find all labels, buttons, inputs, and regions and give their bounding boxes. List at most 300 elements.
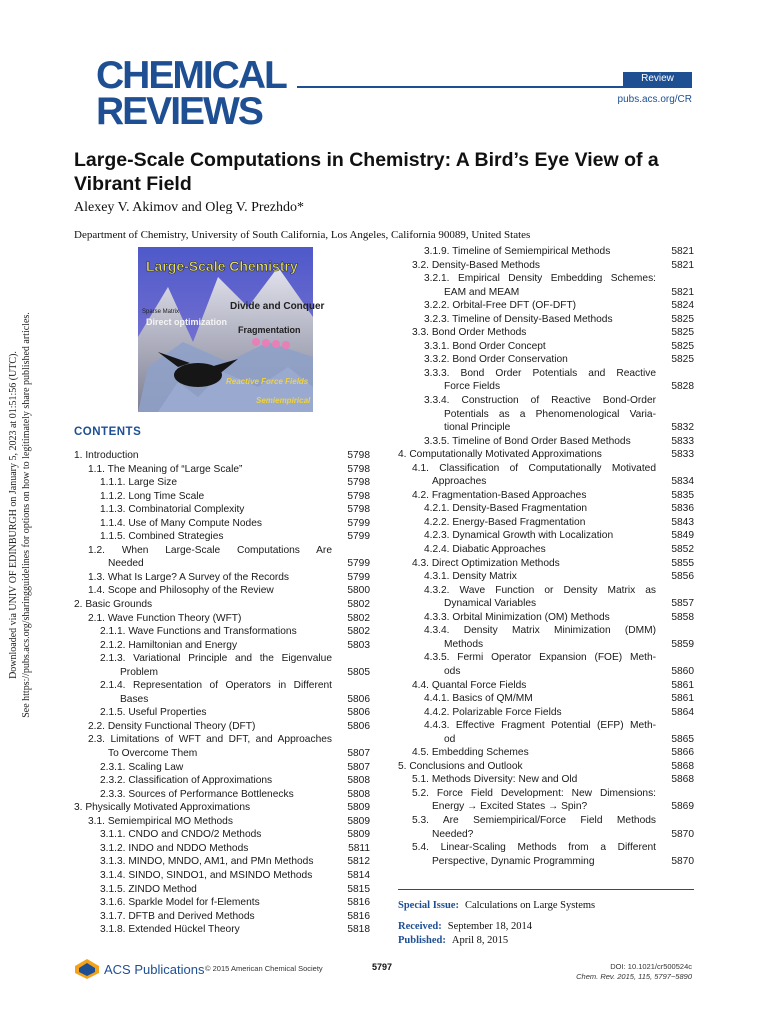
download-stamp-line2: See https://pubs.acs.org/sharingguidelines for options on how to legitimately share published articles. bbox=[21, 312, 32, 718]
toc-entry-page: 5865 bbox=[671, 733, 694, 745]
toc-entry-page: 5806 bbox=[347, 720, 370, 732]
toc-entry-page: 5824 bbox=[671, 300, 694, 312]
toc-entry-title bbox=[74, 801, 342, 815]
toc-entry-continuation: Force Fields bbox=[444, 381, 501, 393]
toc-entry[interactable] bbox=[74, 910, 370, 924]
toc-entry[interactable] bbox=[74, 449, 370, 463]
toc-entry-page: 5828 bbox=[671, 381, 694, 393]
toc-entry-text: 4.5. Embedding Schemes bbox=[412, 747, 529, 759]
toc-entry-page: 5811 bbox=[348, 842, 370, 854]
toc-entry-text: 3.1.6. Sparkle Model for f-Elements bbox=[100, 897, 260, 909]
masthead-rule bbox=[297, 86, 692, 88]
toc-entry-page: 5821 bbox=[671, 286, 694, 298]
toc-entry-title bbox=[100, 869, 342, 883]
toc-entry[interactable] bbox=[74, 720, 370, 734]
toc-entry-text: 3.2. Density-Based Methods bbox=[412, 259, 540, 271]
toc-entry-page: 5812 bbox=[347, 856, 370, 868]
special-issue-line bbox=[398, 900, 595, 911]
toc-entry-title bbox=[74, 449, 342, 463]
toc-right-column bbox=[398, 245, 694, 868]
toc-entry-page: 5849 bbox=[671, 530, 694, 542]
doi-block bbox=[540, 962, 692, 982]
toc-entry-text: 1.1.4. Use of Many Compute Nodes bbox=[100, 517, 262, 529]
toc-entry[interactable] bbox=[74, 828, 370, 842]
toc-entry-text: 4.4.1. Basics of QM/MM bbox=[424, 693, 533, 705]
toc-entry-page: 5799 bbox=[347, 558, 370, 570]
toc-entry-title bbox=[424, 543, 666, 557]
toc-entry-page: 5798 bbox=[347, 504, 370, 516]
toc-entry-text: 2.1.3. Variational Principle and the Eigenvalue bbox=[100, 653, 332, 665]
toc-entry[interactable] bbox=[398, 679, 694, 693]
toc-entry[interactable] bbox=[74, 584, 370, 598]
citation-text bbox=[540, 972, 692, 982]
toc-entry-text: 1.1.1. Large Size bbox=[100, 477, 178, 489]
toc-entry-text: 4.3.2. Wave Function or Density Matrix as bbox=[424, 584, 656, 596]
doi-text: DOI: 10.1021/cr500524c bbox=[610, 962, 692, 971]
toc-entry-text: 2.3.2. Classification of Approximations bbox=[100, 775, 273, 787]
toc-entry-page: 5856 bbox=[671, 571, 694, 583]
toc-entry-title bbox=[100, 883, 342, 897]
toc-entry-text: 4.1. Classification of Computationally Motivated bbox=[412, 462, 656, 474]
cover-label-semiempirical: Semiempirical bbox=[256, 396, 311, 405]
toc-entry-text: 4.2.4. Diabatic Approaches bbox=[424, 544, 546, 556]
toc-entry[interactable] bbox=[398, 502, 694, 516]
toc-entry-page: 5868 bbox=[671, 774, 694, 786]
toc-entry-text: 2.3.1. Scaling Law bbox=[100, 761, 184, 773]
toc-entry-page: 5832 bbox=[671, 422, 694, 434]
toc-entry[interactable] bbox=[398, 611, 694, 625]
toc-entry[interactable] bbox=[74, 761, 370, 775]
toc-entry-title bbox=[100, 625, 342, 639]
toc-entry-page: 5852 bbox=[671, 544, 694, 556]
toc-entry[interactable] bbox=[398, 529, 694, 543]
toc-entry-text: 1.1.5. Combined Strategies bbox=[100, 531, 224, 543]
published-label: Published: bbox=[398, 935, 446, 946]
toc-entry-page: 5843 bbox=[671, 516, 694, 528]
toc-entry-text: 3.2.1. Empirical Density Embedding Schemes: bbox=[424, 273, 656, 285]
toc-entry-text: 3.3.2. Bond Order Conservation bbox=[424, 354, 568, 366]
citation-value: Chem. Rev. 2015, 115, 5797−5890 bbox=[576, 972, 692, 981]
toc-entry[interactable] bbox=[398, 557, 694, 571]
toc-entry-text: 3.3.3. Bond Order Potentials and Reactive bbox=[424, 367, 656, 379]
toc-entry-text: 3. Physically Motivated Approximations bbox=[74, 802, 251, 814]
toc-entry-page: 5868 bbox=[671, 760, 694, 772]
table-of-contents-graphic bbox=[138, 247, 325, 412]
toc-entry-page: 5806 bbox=[347, 693, 370, 705]
toc-entry[interactable] bbox=[398, 489, 694, 503]
toc-entry-continuation: od bbox=[444, 733, 456, 745]
toc-entry[interactable] bbox=[74, 733, 370, 760]
acs-hexagon-icon bbox=[74, 958, 100, 980]
toc-entry[interactable] bbox=[398, 299, 694, 313]
toc-entry[interactable] bbox=[398, 259, 694, 273]
toc-entry-title bbox=[88, 720, 342, 734]
toc-entry[interactable] bbox=[74, 639, 370, 653]
toc-entry-title bbox=[100, 652, 342, 679]
toc-entry-title bbox=[424, 719, 666, 746]
toc-entry-text: 3.3.1. Bond Order Concept bbox=[424, 340, 546, 352]
toc-entry-text: 3.3. Bond Order Methods bbox=[412, 327, 527, 339]
toc-left-column bbox=[74, 449, 370, 937]
article-affiliation: Department of Chemistry, University of South California, Los Angeles, California 90089, United States bbox=[74, 229, 531, 241]
download-stamp-line1: Downloaded via UNIV OF EDINBURGH on January 5, 2023 at 01:51:56 (UTC). bbox=[8, 351, 19, 679]
toc-entry-page: 5798 bbox=[347, 450, 370, 461]
toc-entry-page: 5833 bbox=[671, 449, 694, 461]
toc-entry-title bbox=[100, 530, 342, 544]
toc-entry-title bbox=[88, 544, 342, 571]
toc-entry-page: 5809 bbox=[347, 815, 370, 827]
toc-entry[interactable] bbox=[398, 326, 694, 340]
toc-entry-page: 5802 bbox=[347, 626, 370, 638]
toc-entry-text: 5.1. Methods Diversity: New and Old bbox=[412, 774, 578, 786]
toc-entry-page: 5800 bbox=[347, 585, 370, 597]
toc-entry-text: 3.2.3. Timeline of Density-Based Methods bbox=[424, 313, 613, 325]
toc-entry-text: 2.3.3. Sources of Performance Bottlenecks bbox=[100, 788, 294, 800]
toc-entry-text: 2.1.4. Representation of Operators in Different bbox=[100, 680, 332, 692]
toc-entry-text: 3.1.3. MINDO, MNDO, AM1, and PMn Methods bbox=[100, 856, 314, 868]
toc-entry-page: 5807 bbox=[347, 761, 370, 773]
toc-entry[interactable] bbox=[74, 815, 370, 829]
toc-entry-text: 2.1.2. Hamiltonian and Energy bbox=[100, 639, 238, 651]
toc-entry-title bbox=[412, 489, 666, 503]
toc-entry-title bbox=[424, 584, 666, 611]
toc-entry-text: 3.3.5. Timeline of Bond Order Based Methods bbox=[424, 435, 631, 447]
toc-entry-continuation: Approaches bbox=[432, 476, 487, 488]
toc-entry[interactable] bbox=[398, 760, 694, 774]
special-issue-label: Special Issue: bbox=[398, 900, 459, 911]
toc-entry-page: 5814 bbox=[347, 869, 370, 881]
toc-entry-page: 5835 bbox=[671, 489, 694, 501]
cover-art-svg bbox=[138, 247, 325, 412]
toc-entry-title bbox=[100, 517, 342, 531]
toc-entry-text: 3.2.2. Orbital-Free DFT (OF-DFT) bbox=[424, 300, 577, 312]
contents-heading: CONTENTS bbox=[74, 426, 142, 438]
toc-entry-title bbox=[100, 923, 342, 937]
toc-entry-title bbox=[100, 706, 342, 720]
toc-entry-text: 5.4. Linear-Scaling Methods from a Different bbox=[412, 842, 656, 854]
toc-entry-text: 3.1.8. Extended Hückel Theory bbox=[100, 924, 240, 936]
toc-entry-text: 1.1. The Meaning of “Large Scale” bbox=[88, 463, 243, 475]
toc-entry-title bbox=[100, 855, 342, 869]
toc-entry[interactable] bbox=[398, 367, 694, 394]
acs-publications-text: ACS Publications bbox=[104, 961, 205, 977]
toc-entry[interactable] bbox=[74, 855, 370, 869]
toc-entry-text: 3.1.5. ZINDO Method bbox=[100, 883, 197, 895]
toc-entry[interactable] bbox=[74, 842, 370, 856]
toc-entry[interactable] bbox=[398, 570, 694, 584]
toc-entry-continuation: Problem bbox=[120, 666, 158, 678]
toc-entry[interactable] bbox=[398, 245, 694, 259]
toc-entry-page: 5802 bbox=[347, 599, 370, 611]
toc-entry-page: 5802 bbox=[347, 612, 370, 624]
toc-entry-continuation: Needed bbox=[108, 558, 144, 570]
toc-entry-title bbox=[398, 760, 666, 774]
toc-entry[interactable] bbox=[74, 463, 370, 477]
toc-entry-page: 5798 bbox=[347, 490, 370, 502]
toc-entry-title bbox=[100, 828, 342, 842]
toc-entry-page: 5859 bbox=[671, 638, 694, 650]
toc-entry-title bbox=[100, 761, 342, 775]
toc-entry[interactable] bbox=[74, 774, 370, 788]
toc-entry-title bbox=[424, 353, 666, 367]
toc-entry-text: 3.1.7. DFTB and Derived Methods bbox=[100, 910, 255, 922]
acs-publications-logo bbox=[74, 958, 204, 980]
toc-entry[interactable] bbox=[398, 543, 694, 557]
toc-entry-page: 5798 bbox=[347, 463, 370, 475]
journal-url-link[interactable]: pubs.acs.org/CR bbox=[617, 94, 692, 105]
toc-entry-text: 4.2.1. Density-Based Fragmentation bbox=[424, 503, 588, 515]
toc-entry-text: 2.2. Density Functional Theory (DFT) bbox=[88, 720, 256, 732]
toc-entry[interactable] bbox=[74, 625, 370, 639]
metadata-rule bbox=[398, 889, 694, 890]
published-line bbox=[398, 935, 508, 946]
toc-entry-text: 4.2.2. Energy-Based Fragmentation bbox=[424, 516, 586, 528]
toc-entry[interactable] bbox=[398, 624, 694, 651]
toc-entry[interactable] bbox=[74, 490, 370, 504]
toc-entry-title bbox=[424, 516, 666, 530]
received-label: Received: bbox=[398, 921, 442, 932]
download-stamp bbox=[7, 165, 33, 865]
toc-entry-continuation: Perspective, Dynamic Programming bbox=[432, 855, 595, 867]
toc-entry-page: 5805 bbox=[347, 666, 370, 678]
toc-entry[interactable] bbox=[398, 394, 694, 435]
toc-entry-text: 2. Basic Grounds bbox=[74, 599, 153, 611]
toc-entry-title bbox=[100, 490, 342, 504]
toc-entry-title bbox=[424, 570, 666, 584]
toc-entry-title bbox=[424, 624, 666, 651]
toc-entry-page: 5825 bbox=[671, 354, 694, 366]
toc-entry-title bbox=[100, 503, 342, 517]
toc-entry[interactable] bbox=[398, 746, 694, 760]
toc-entry-title bbox=[424, 435, 666, 449]
toc-entry-page: 5806 bbox=[347, 707, 370, 719]
toc-entry-title bbox=[424, 367, 666, 394]
toc-entry-page: 5798 bbox=[347, 477, 370, 489]
toc-entry[interactable] bbox=[398, 719, 694, 746]
toc-entry[interactable] bbox=[74, 612, 370, 626]
toc-entry-page: 5809 bbox=[347, 829, 370, 841]
toc-entry-page: 5799 bbox=[347, 531, 370, 543]
toc-entry-title bbox=[100, 910, 342, 924]
toc-entry-page: 5803 bbox=[347, 639, 370, 651]
toc-entry-continuation: Energy → Excited States → Spin? bbox=[432, 801, 588, 813]
toc-entry[interactable] bbox=[398, 272, 694, 299]
toc-entry-continuation: EAM and MEAM bbox=[444, 286, 520, 298]
toc-entry-title bbox=[412, 746, 666, 760]
toc-entry-text: 3.1.9. Timeline of Semiempirical Methods bbox=[424, 246, 611, 257]
toc-entry-page: 5799 bbox=[347, 517, 370, 529]
toc-entry-title bbox=[424, 651, 666, 678]
toc-entry[interactable] bbox=[398, 584, 694, 611]
toc-entry-title bbox=[100, 679, 342, 706]
toc-entry-continuation: Dynamical Variables bbox=[444, 598, 537, 610]
toc-entry-text: 1. Introduction bbox=[74, 450, 139, 461]
toc-entry-text: 4.2.3. Dynamical Growth with Localization bbox=[424, 530, 614, 542]
cover-title: Large-Scale Chemistry bbox=[146, 258, 298, 274]
toc-entry-title bbox=[424, 394, 666, 435]
toc-entry-title bbox=[424, 299, 666, 313]
toc-entry-title bbox=[424, 502, 666, 516]
toc-entry[interactable] bbox=[398, 814, 694, 841]
toc-entry-text: 1.1.3. Combinatorial Complexity bbox=[100, 504, 245, 516]
toc-entry-page: 5864 bbox=[671, 706, 694, 718]
toc-entry-text: 1.3. What Is Large? A Survey of the Records bbox=[88, 571, 290, 583]
toc-entry-text: 4.3. Direct Optimization Methods bbox=[412, 557, 560, 569]
toc-entry-title bbox=[412, 462, 666, 489]
toc-entry-page: 5834 bbox=[671, 476, 694, 488]
published-value: April 8, 2015 bbox=[451, 935, 509, 946]
toc-entry-continuation: Potentials as a Phenomenological Varia- bbox=[444, 408, 656, 420]
toc-entry-text: 5. Conclusions and Outlook bbox=[398, 760, 523, 772]
toc-entry[interactable] bbox=[74, 706, 370, 720]
journal-logo-line2: REVIEWS bbox=[96, 90, 262, 133]
article-authors: Alexey V. Akimov and Oleg V. Prezhdo* bbox=[74, 200, 304, 215]
toc-entry[interactable] bbox=[398, 448, 694, 462]
toc-entry[interactable] bbox=[74, 923, 370, 937]
toc-entry-continuation: Bases bbox=[120, 693, 149, 705]
toc-entry-text: 4.3.3. Orbital Minimization (OM) Methods bbox=[424, 611, 610, 623]
toc-entry[interactable] bbox=[398, 516, 694, 530]
toc-entry-title bbox=[88, 463, 342, 477]
toc-entry[interactable] bbox=[74, 530, 370, 544]
toc-entry-page: 5870 bbox=[671, 828, 694, 840]
toc-entry[interactable] bbox=[398, 313, 694, 327]
toc-entry-title bbox=[424, 272, 666, 299]
cover-label-fragmentation: Fragmentation bbox=[238, 325, 301, 335]
toc-entry[interactable] bbox=[398, 706, 694, 720]
toc-entry-title bbox=[412, 679, 666, 693]
toc-entry-text: 3.1. Semiempirical MO Methods bbox=[88, 815, 233, 827]
toc-entry-title bbox=[424, 706, 666, 720]
toc-entry-page: 5860 bbox=[671, 665, 694, 677]
toc-entry-title bbox=[424, 340, 666, 354]
toc-entry[interactable] bbox=[398, 340, 694, 354]
toc-entry-page: 5836 bbox=[671, 503, 694, 515]
toc-entry[interactable] bbox=[398, 353, 694, 367]
toc-entry-title bbox=[424, 313, 666, 327]
toc-entry-text: 3.1.1. CNDO and CNDO/2 Methods bbox=[100, 829, 262, 841]
toc-entry-page: 5866 bbox=[671, 747, 694, 759]
toc-entry-page: 5861 bbox=[671, 679, 694, 691]
toc-entry[interactable] bbox=[74, 571, 370, 585]
toc-entry[interactable] bbox=[74, 544, 370, 571]
toc-entry-title bbox=[412, 557, 666, 571]
toc-entry-title bbox=[100, 774, 342, 788]
toc-entry[interactable] bbox=[74, 476, 370, 490]
toc-entry[interactable] bbox=[74, 679, 370, 706]
received-value: September 18, 2014 bbox=[447, 921, 533, 932]
toc-entry[interactable] bbox=[74, 788, 370, 802]
toc-entry-continuation: Needed? bbox=[432, 828, 474, 840]
toc-entry[interactable] bbox=[74, 652, 370, 679]
toc-entry-page: 5818 bbox=[347, 924, 370, 936]
toc-entry[interactable] bbox=[74, 883, 370, 897]
toc-entry-title bbox=[100, 788, 342, 802]
toc-entry-text: 2.1. Wave Function Theory (WFT) bbox=[88, 612, 242, 624]
toc-entry[interactable] bbox=[74, 801, 370, 815]
toc-entry-title bbox=[100, 476, 342, 490]
journal-logo-line1: CHEMICAL bbox=[96, 54, 286, 97]
toc-entry-page: 5861 bbox=[671, 693, 694, 705]
toc-entry-title bbox=[88, 733, 342, 760]
toc-entry[interactable] bbox=[398, 773, 694, 787]
toc-entry[interactable] bbox=[74, 869, 370, 883]
toc-entry[interactable] bbox=[398, 787, 694, 814]
toc-entry-text: 4.3.1. Density Matrix bbox=[424, 571, 517, 583]
toc-entry-title bbox=[412, 326, 666, 340]
toc-entry[interactable] bbox=[74, 503, 370, 517]
cover-label-divide: Divide and Conquer bbox=[230, 301, 325, 312]
toc-entry-page: 5799 bbox=[347, 571, 370, 583]
toc-entry-text: 4.4. Quantal Force Fields bbox=[412, 679, 527, 691]
toc-entry[interactable] bbox=[398, 435, 694, 449]
toc-entry-text: 4. Computationally Motivated Approximations bbox=[398, 449, 602, 461]
article-title: Large-Scale Computations in Chemistry: A Bird’s Eye View of a Vibrant Field bbox=[74, 149, 659, 195]
toc-entry-title bbox=[100, 842, 342, 856]
received-line bbox=[398, 921, 532, 932]
toc-entry-text: 4.3.5. Fermi Operator Expansion (FOE) Meth- bbox=[424, 652, 656, 664]
toc-entry[interactable] bbox=[398, 692, 694, 706]
toc-entry-page: 5858 bbox=[671, 611, 694, 623]
toc-entry[interactable] bbox=[74, 517, 370, 531]
toc-entry[interactable] bbox=[398, 841, 694, 868]
toc-entry[interactable] bbox=[74, 896, 370, 910]
toc-entry-text: 4.2. Fragmentation-Based Approaches bbox=[412, 489, 587, 501]
toc-entry-page: 5816 bbox=[347, 897, 370, 909]
toc-entry-title bbox=[424, 692, 666, 706]
toc-entry-text: 3.3.4. Construction of Reactive Bond-Order bbox=[424, 395, 656, 407]
toc-entry-text: 4.4.3. Effective Fragment Potential (EFP) Meth- bbox=[424, 720, 656, 732]
toc-entry-page: 5857 bbox=[671, 598, 694, 610]
toc-entry-title bbox=[412, 787, 666, 814]
toc-entry-page: 5807 bbox=[347, 748, 370, 760]
toc-entry-continuation: tional Principle bbox=[444, 422, 511, 434]
toc-entry-text: 2.3. Limitations of WFT and DFT, and Approaches bbox=[88, 734, 332, 746]
article-type-badge: Review bbox=[623, 72, 692, 86]
toc-entry-title bbox=[88, 612, 342, 626]
toc-entry-title bbox=[398, 448, 666, 462]
toc-entry-page: 5821 bbox=[671, 259, 694, 271]
toc-entry-title bbox=[88, 571, 342, 585]
toc-entry-title bbox=[424, 245, 666, 259]
toc-entry-page: 5869 bbox=[671, 801, 694, 813]
toc-entry-page: 5808 bbox=[347, 788, 370, 800]
toc-entry-page: 5815 bbox=[347, 883, 370, 895]
toc-entry-page: 5808 bbox=[347, 775, 370, 787]
toc-entry-page: 5870 bbox=[671, 855, 694, 867]
toc-entry[interactable] bbox=[398, 651, 694, 678]
toc-entry-text: 5.2. Force Field Development: New Dimensions: bbox=[412, 787, 656, 799]
toc-entry-page: 5825 bbox=[671, 327, 694, 339]
toc-entry-text: 2.1.5. Useful Properties bbox=[100, 707, 207, 719]
page-number: 5797 bbox=[372, 962, 393, 972]
toc-entry-page: 5825 bbox=[671, 313, 694, 325]
toc-entry-page: 5825 bbox=[671, 340, 694, 352]
toc-entry-page: 5821 bbox=[671, 246, 694, 257]
toc-entry-text: 1.1.2. Long Time Scale bbox=[100, 490, 205, 502]
toc-entry-continuation: Methods bbox=[444, 638, 484, 650]
toc-entry-title bbox=[424, 611, 666, 625]
toc-entry-text: 3.1.2. INDO and NDDO Methods bbox=[100, 842, 249, 854]
toc-entry-title bbox=[88, 584, 342, 598]
toc-entry-text: 5.3. Are Semiempirical/Force Field Methods bbox=[412, 814, 656, 826]
toc-entry-title bbox=[88, 815, 342, 829]
journal-logo bbox=[96, 54, 286, 133]
toc-entry[interactable] bbox=[398, 462, 694, 489]
copyright-notice: © 2015 American Chemical Society bbox=[205, 964, 323, 973]
toc-entry[interactable] bbox=[74, 598, 370, 612]
toc-entry-page: 5833 bbox=[671, 435, 694, 447]
